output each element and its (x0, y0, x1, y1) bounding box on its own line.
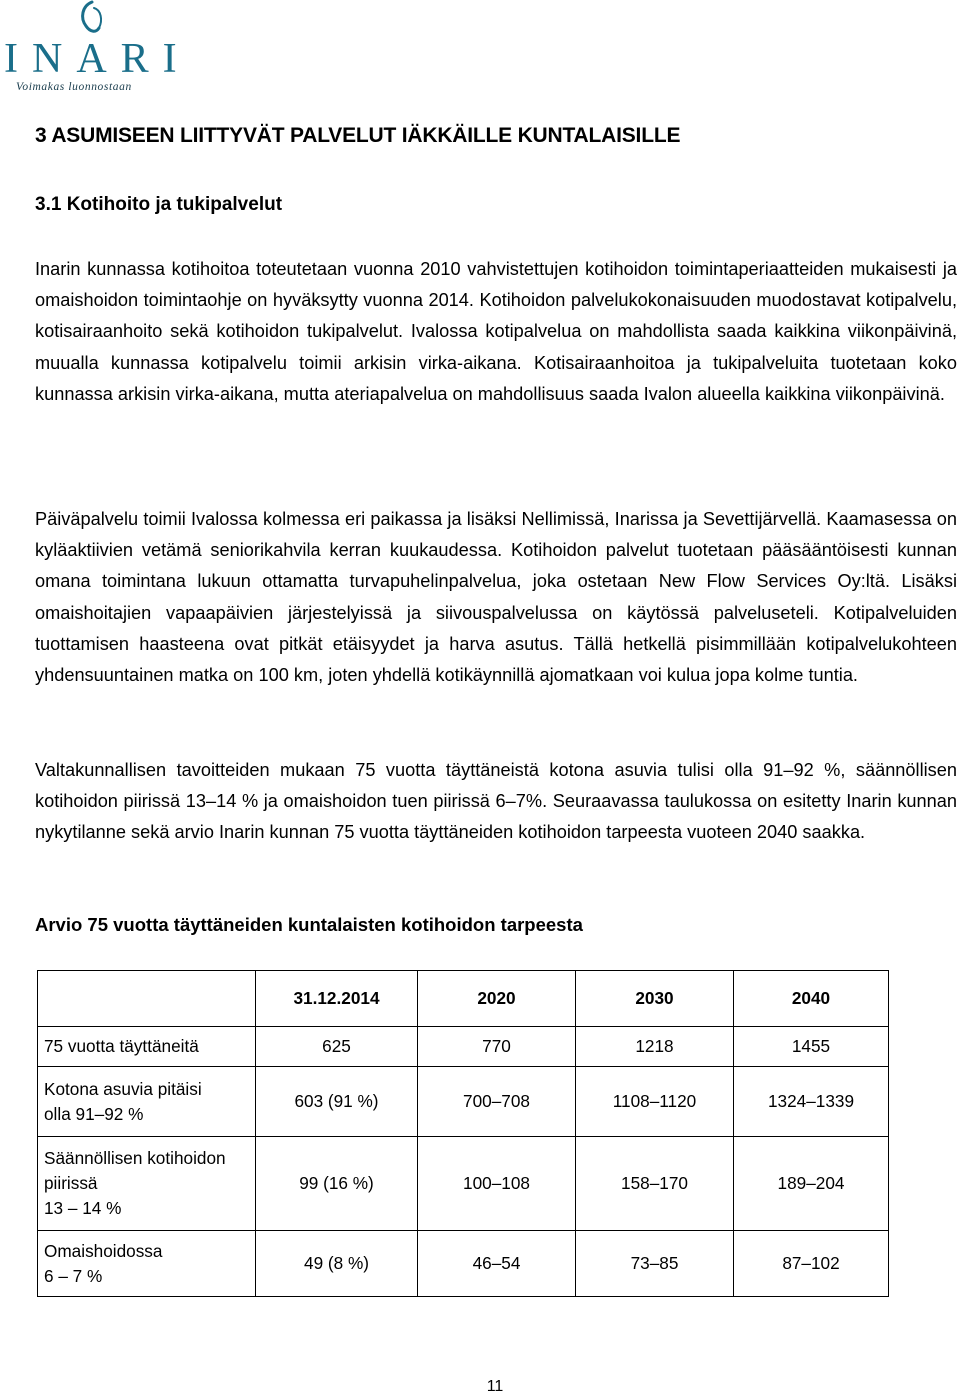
row-label-line: Omaishoidossa (44, 1240, 163, 1261)
row-label (38, 1027, 256, 1067)
section-heading: 3 ASUMISEEN LIITTYVÄT PALVELUT IÄKKÄILLE KUNTALAISILLE (35, 124, 681, 147)
table-cell: 1324–1339 (734, 1067, 889, 1137)
paragraph-3: Valtakunnallisen tavoitteiden mukaan 75 vuotta täyttäneistä kotona asuvia tulisi olla 91–92 %, säännöllisen kotihoidon piirissä 13–14 % ja omaishoidon tuen piirissä 6–7%. Seuraavassa taulukossa on esitetty Inarin kunnan nykytilanne sekä arvio Inarin kunnan 75 vuotta täyttäneiden kotihoidon tarpeesta vuoteen 2040 saakka. (35, 760, 957, 843)
row-label-line: 6 – 7 % (44, 1265, 103, 1286)
table-cell: 100–108 (418, 1137, 576, 1231)
paragraph-2: Päiväpalvelu toimii Ivalossa kolmessa eri paikassa ja lisäksi Nellimissä, Inarissa ja Sevettijärvellä. Kaamasessa on kyläaktiivien vetämä seniorikahvila kerran kuukaudessa. Kotihoidon palvelut tuotetaan pääsääntöisesti kunnan omana toimintana lukuun ottamatta turvapuhelinpalvelua, joka ostetaan New Flow Services Oy:ltä. Lisäksi omaishoitajien vapaapäivien järjestelyissä ja siivouspalvelussa on käytössä palveluseteli. Kotipalveluiden tuottamisen haasteena ovat pitkät etäisyydet ja harva asutus. Tällä hetkellä pisimmillään kotipalvelukohteen yhdensuuntainen matka on 100 km, joten yhdellä kotikäynnillä ajomatkaan voi kulua jopa kolme tuntia. (35, 509, 957, 686)
table-cell: 1455 (734, 1027, 889, 1067)
paragraph-1: Inarin kunnassa kotihoitoa toteutetaan vuonna 2010 vahvistettujen kotihoidon toimintaperiaatteiden mukaisesti ja omaishoidon toimintaohje on hyväksytty vuonna 2014. Kotihoidon palvelukokonaisuuden muodostavat kotipalvelu, kotisairaanhoito sekä kotihoidon tukipalvelut. Ivalossa kotipalvelua on mahdollista saada kaikkina viikonpäivinä, muualla kunnassa kotipalvelu toimii arkisin virka-aikana. Kotisairaanhoitoa ja tukipalveluita tuotetaan koko kunnassa arkisin virka-aikana, mutta ateriapalvelua on mahdollisuus saada Ivalon alueella kaikkina viikonpäivinä. (35, 259, 957, 404)
header-cell: 31.12.2014 (256, 971, 418, 1027)
row-label (38, 1137, 256, 1231)
header-cell: 2040 (734, 971, 889, 1027)
inari-logo (0, 0, 191, 100)
table-title: Arvio 75 vuotta täyttäneiden kuntalaisten kotihoidon tarpeesta (35, 914, 583, 935)
row-label-line: 75 vuotta täyttäneitä (44, 1036, 199, 1056)
row-label-line: olla 91–92 % (44, 1103, 144, 1124)
header-cell: 2020 (418, 971, 576, 1027)
row-label-line: piirissä (44, 1173, 98, 1193)
row-label (38, 1067, 256, 1137)
page-number: 11 (486, 1378, 504, 1395)
header-cell: 2030 (576, 971, 734, 1027)
logo-tagline: Voimakas luonnostaan (16, 81, 132, 93)
table-row (38, 1137, 889, 1231)
row-label (38, 1231, 256, 1297)
table-cell: 73–85 (576, 1231, 734, 1297)
table-cell: 1218 (576, 1027, 734, 1067)
table-cell: 1108–1120 (576, 1067, 734, 1137)
row-label-line: 13 – 14 % (44, 1198, 122, 1218)
logo-wordmark: INARI (4, 36, 191, 82)
table-cell: 603 (91 %) (256, 1067, 418, 1137)
table-cell: 770 (418, 1027, 576, 1067)
table-cell: 87–102 (734, 1231, 889, 1297)
row-label-line: Kotona asuvia pitäisi (44, 1078, 202, 1099)
header-cell (38, 971, 256, 1027)
row-label-line: Säännöllisen kotihoidon (44, 1148, 226, 1168)
table-cell: 49 (8 %) (256, 1231, 418, 1297)
table-cell: 189–204 (734, 1137, 889, 1231)
table-cell: 700–708 (418, 1067, 576, 1137)
table-row (38, 1027, 889, 1067)
table-cell: 625 (256, 1027, 418, 1067)
table-cell: 46–54 (418, 1231, 576, 1297)
table-header-row (38, 971, 889, 1027)
table-row (38, 1067, 889, 1137)
home-care-estimate-table (37, 970, 889, 1297)
table-cell: 158–170 (576, 1137, 734, 1231)
subsection-heading: 3.1 Kotihoito ja tukipalvelut (35, 194, 283, 215)
table-cell: 99 (16 %) (256, 1137, 418, 1231)
table-row (38, 1231, 889, 1297)
